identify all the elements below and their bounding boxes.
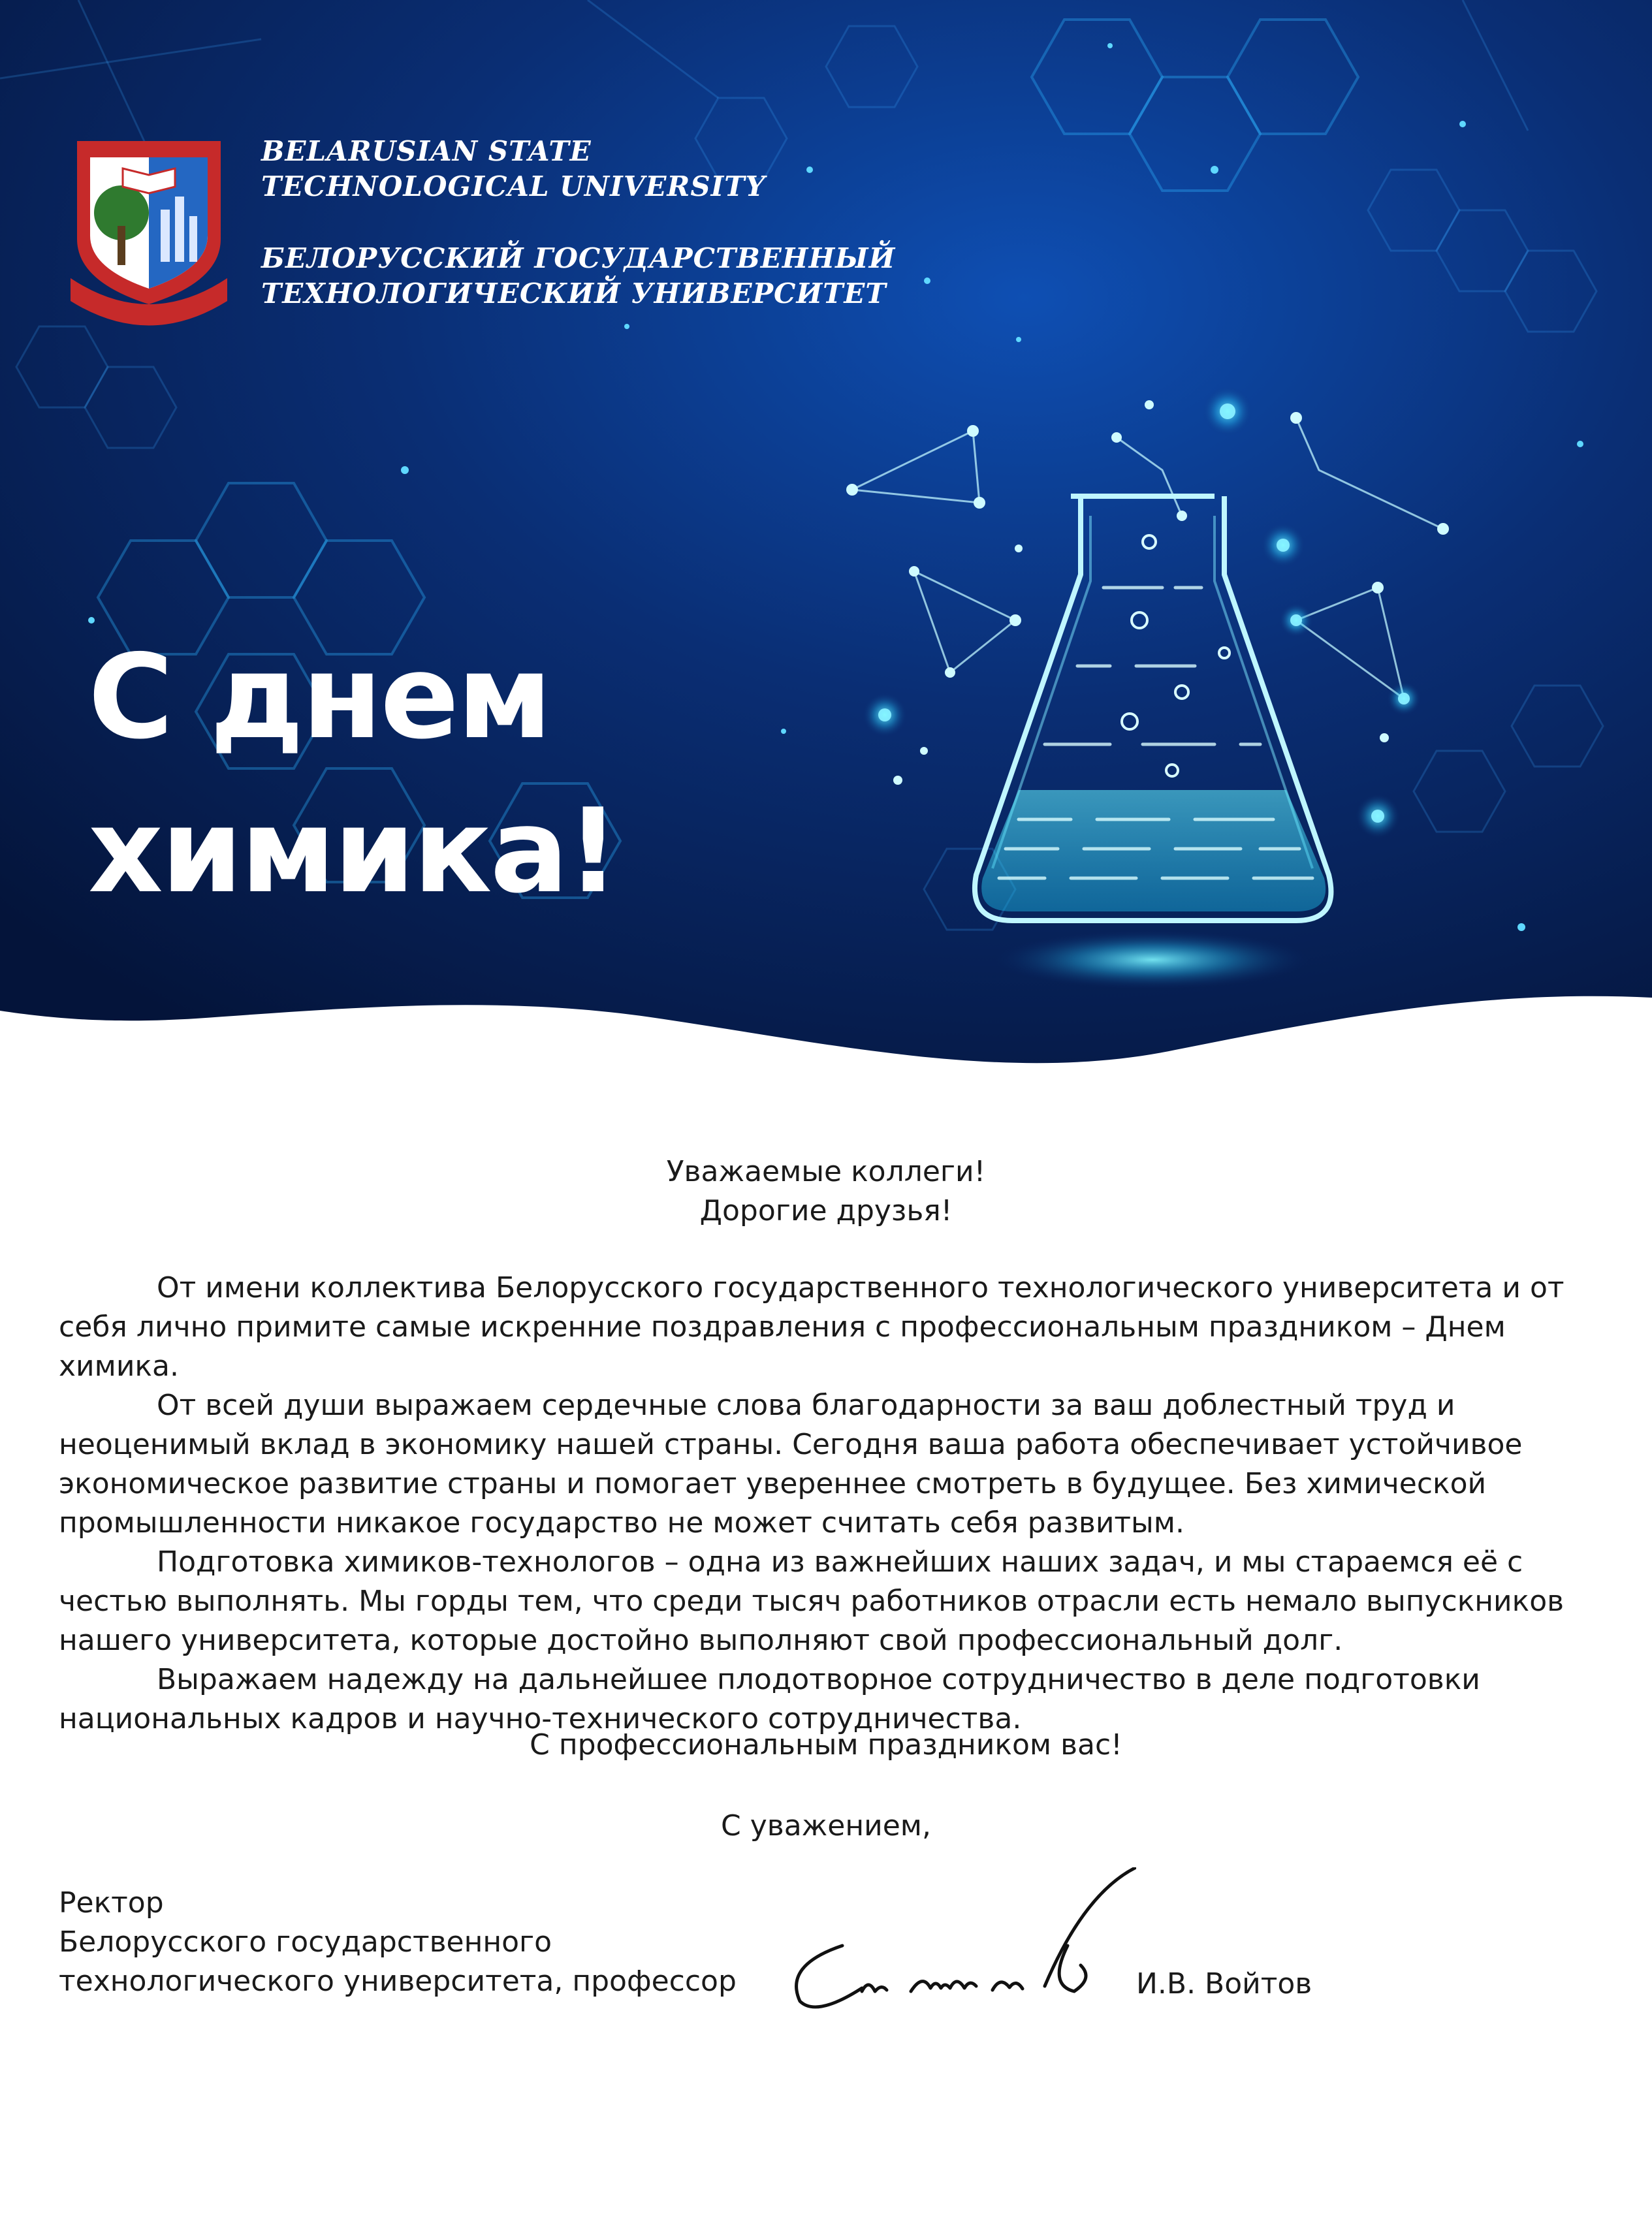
letter-paragraph-1: От имени коллектива Белорусского государственного технологического университета и от себя лично примите самые искренние поздравления с профессиональным праздником – Днем химика. bbox=[59, 1271, 1565, 1383]
letter-paragraph-2: От всей души выражаем сердечные слова благодарности за ваш доблестный труд и неоценимый вклад в экономику нашей страны. Сегодня ваша работа обеспечивает устойчивое экономическое развитие страны и помогает увереннее смотреть в будущее. Без химической промышленности никакое государство не может считать себя развитым. bbox=[59, 1389, 1523, 1540]
closing-line: С профессиональным праздником вас! bbox=[530, 1728, 1122, 1762]
greeting-line-2: Дорогие друзья! bbox=[699, 1194, 953, 1227]
signatory-line-1: Ректор bbox=[59, 1886, 164, 1920]
letter-paragraph-4: Выражаем надежду на дальнейшее плодотворное сотрудничество в деле подготовки национальных кадров и научно-технического сотрудничества. bbox=[59, 1663, 1480, 1735]
university-name-ru-line-1: БЕЛОРУССКИЙ ГОСУДАРСТВЕННЫЙ bbox=[261, 242, 896, 274]
university-name-en-line-2: TECHNOLOGICAL UNIVERSITY bbox=[261, 170, 766, 202]
headline-line-2: химика! bbox=[88, 783, 618, 919]
university-crest bbox=[71, 141, 227, 326]
signatory-line-2: Белорусского государственного bbox=[59, 1925, 552, 1959]
university-name-en-line-1: BELARUSIAN STATE bbox=[261, 135, 592, 167]
regards-line: С уважением, bbox=[721, 1809, 931, 1842]
university-name-ru-line-2: ТЕХНОЛОГИЧЕСКИЙ УНИВЕРСИТЕТ bbox=[261, 277, 887, 309]
handwritten-signature bbox=[770, 1867, 1136, 2017]
greeting-line-1: Уважаемые коллеги! bbox=[666, 1155, 986, 1188]
headline-line-1: С днем bbox=[88, 629, 550, 765]
headline bbox=[88, 620, 618, 928]
signatory-name: И.В. Войтов bbox=[1136, 1967, 1312, 2001]
letter-paragraph-3: Подготовка химиков-технологов – одна из важнейших наших задач, и мы стараемся её с честью выполнять. Мы горды тем, что среди тысяч работников отрасли есть немало выпускников нашего университета, которые достойно выполняют свой профессиональный долг. bbox=[59, 1545, 1565, 1657]
letter-body bbox=[59, 1126, 1593, 2001]
signatory-title bbox=[59, 1884, 737, 2001]
signatory-line-3: технологического университета, профессор bbox=[59, 1965, 737, 1998]
